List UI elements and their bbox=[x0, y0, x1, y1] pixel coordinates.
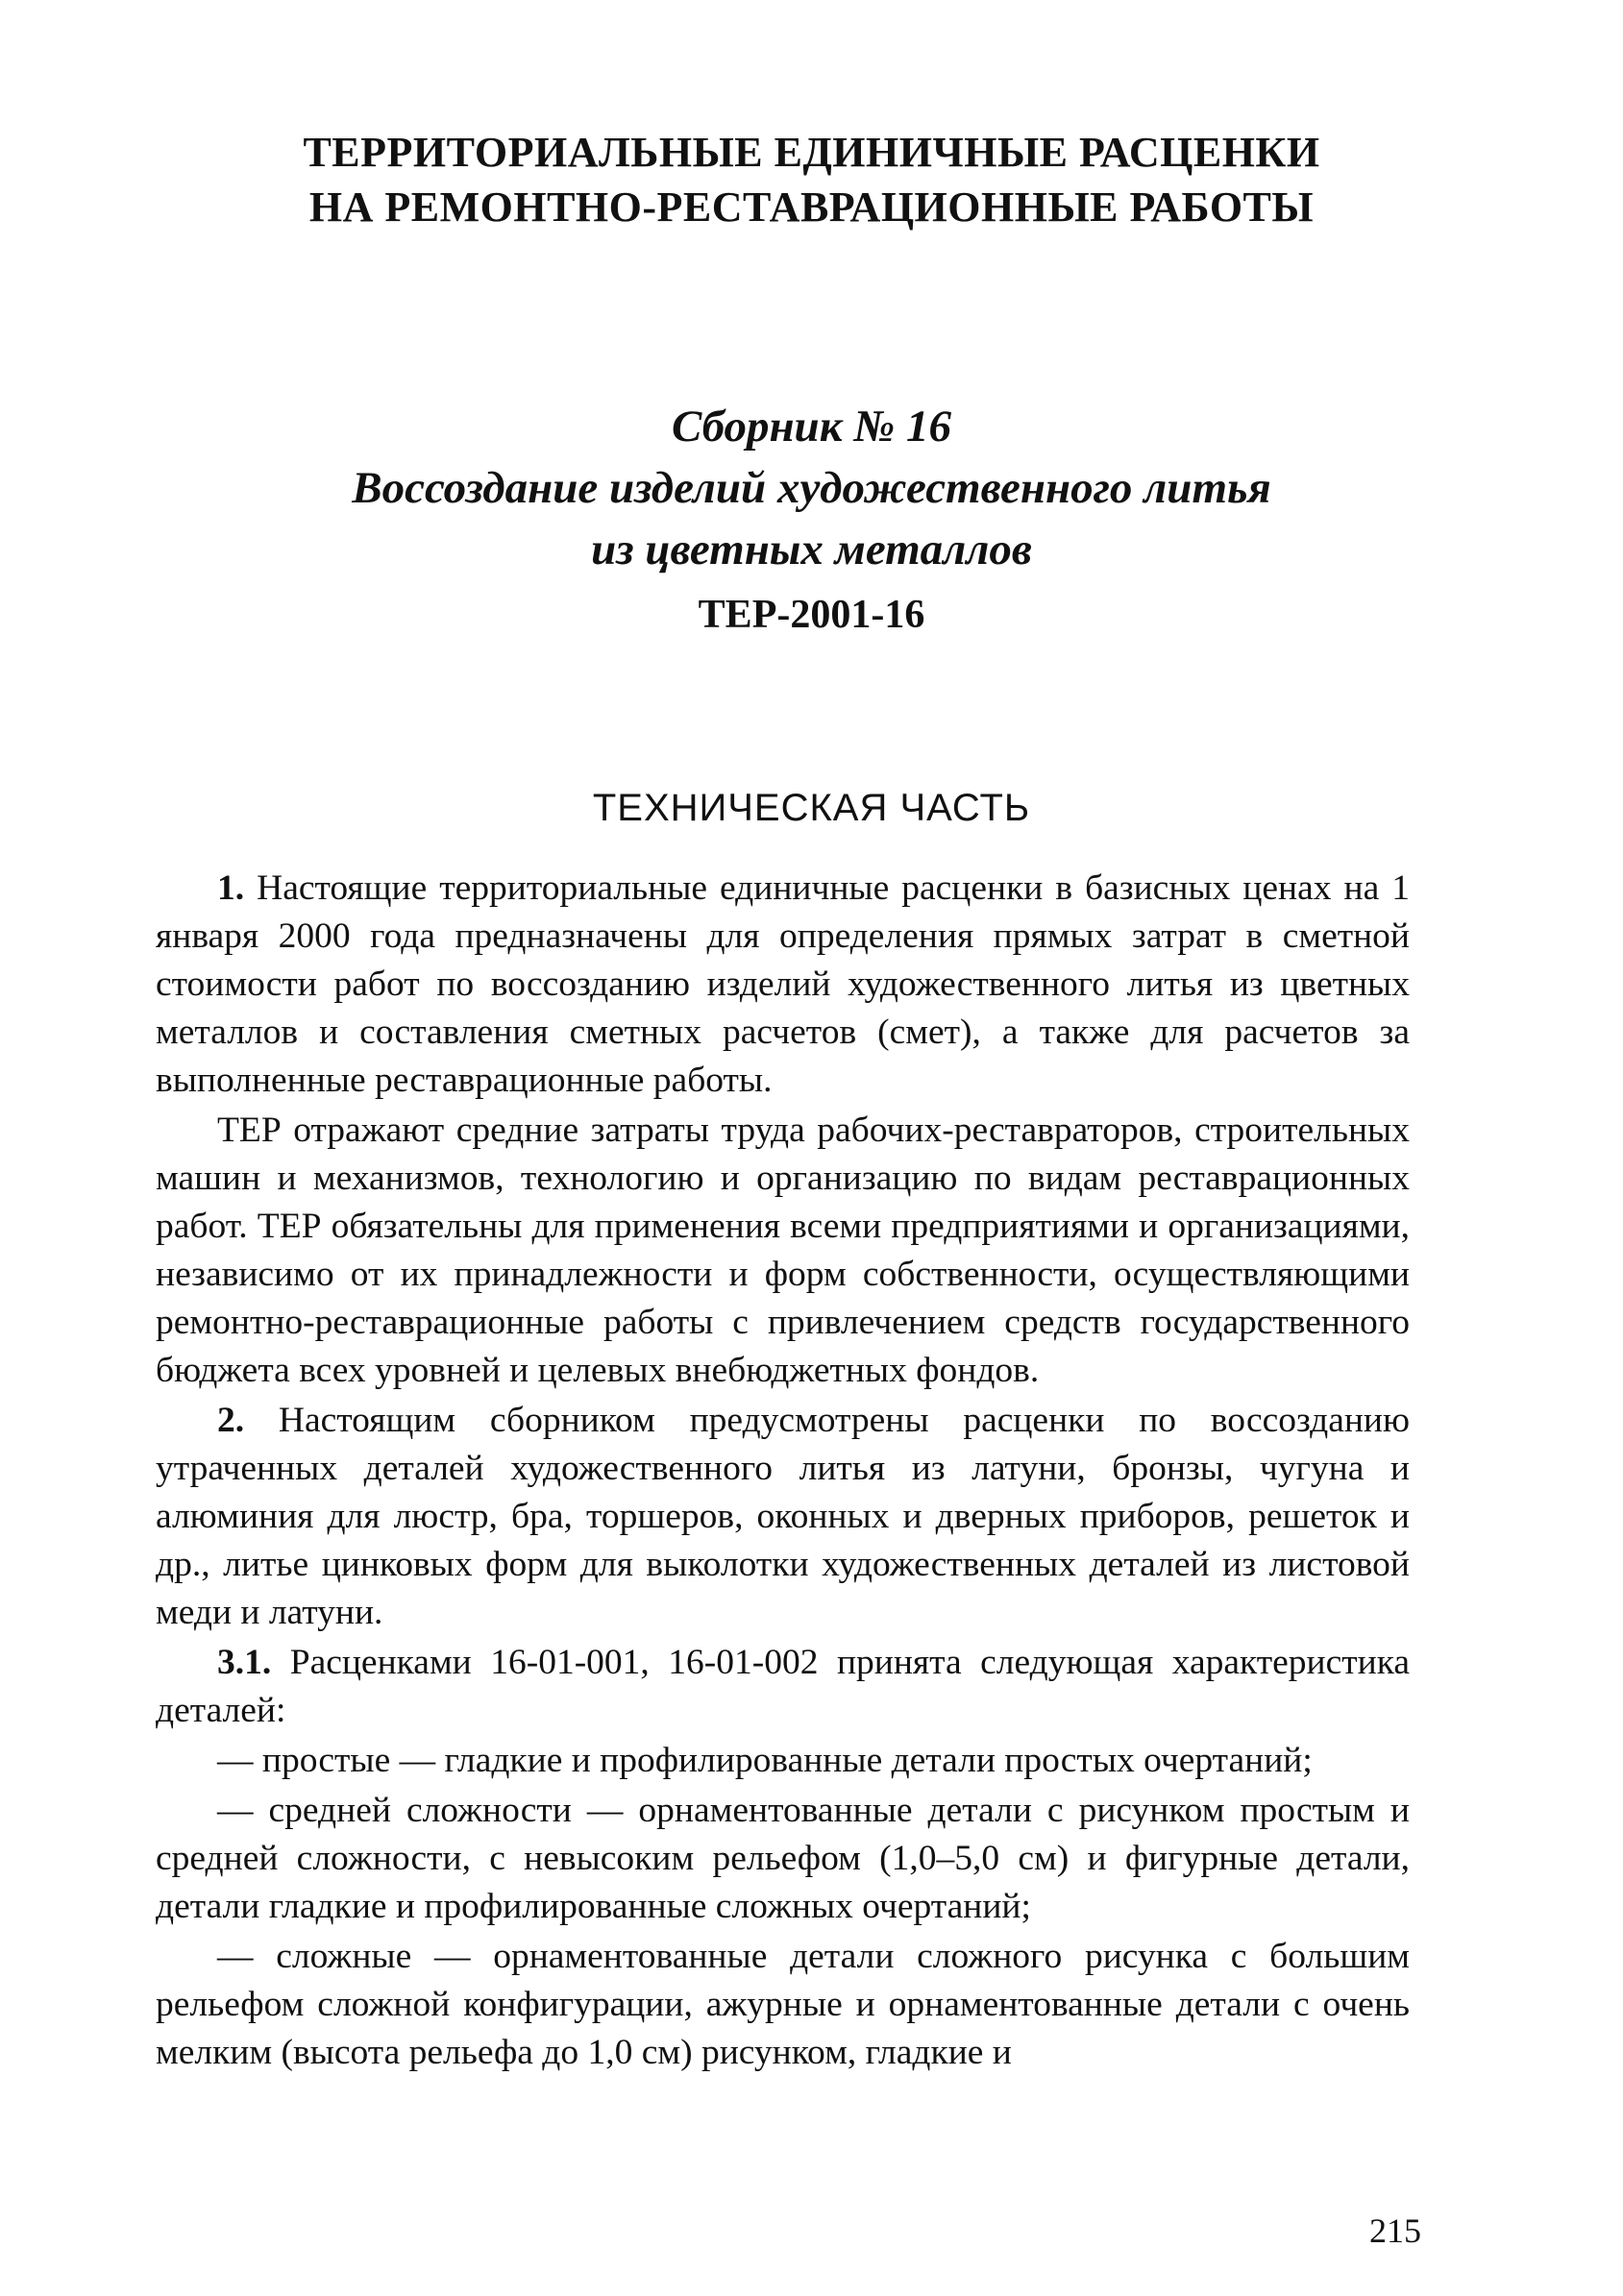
collection-name-line-2: из цветных металлов bbox=[591, 525, 1032, 574]
paragraph-text: Расценками 16-01-001, 16-01-002 принята следующая характеристика деталей: bbox=[156, 1643, 1410, 1730]
page-number: 215 bbox=[1369, 2211, 1421, 2250]
paragraph-text: ТЕР отражают средние затраты труда рабочих-реставраторов, строительных машин и механизмов, технологию и организацию по видам реставрационных работ. ТЕР обязательны для применения всеми предприятиями и организациями, независимо от их принадлежности и форм собственности, осуществляющими ремонтно-реставрационные работы с привлечением средств государственного бюджета всех уровней и целевых внебюджетных фондов. bbox=[156, 1111, 1410, 1390]
paragraph bbox=[156, 1933, 1410, 2077]
paragraph-text: — сложные — орнаментованные детали сложного рисунка с большим рельефом сложной конфигурации, ажурные и орнаментованные детали с очень мелким (высота рельефа до 1,0 см) рисунком, гладкие и bbox=[156, 1937, 1410, 2072]
collection-number: Сборник № 16 bbox=[671, 402, 952, 452]
paragraph bbox=[156, 865, 1410, 1105]
paragraph bbox=[156, 1107, 1410, 1395]
paragraph bbox=[156, 1787, 1410, 1931]
main-title bbox=[0, 125, 1623, 234]
paragraph-text: — средней сложности — орнаментованные детали с рисунком простым и средней сложности, с невысоким рельефом (1,0–5,0 см) и фигурные детали, детали гладкие и профилированные сложных очертаний; bbox=[156, 1791, 1410, 1926]
paragraph-number: 2. bbox=[217, 1401, 245, 1440]
collection-name-line-1: Воссоздание изделий художественного литья bbox=[352, 463, 1271, 513]
body-text bbox=[156, 865, 1410, 2079]
paragraph-text: Настоящим сборником предусмотрены расценки по воссозданию утраченных деталей художественного литья из латуни, бронзы, чугуна и алюминия для люстр, бра, торшеров, оконных и дверных приборов, решеток и др., литье цинковых форм для выколотки художественных деталей из листовой меди и латуни. bbox=[156, 1401, 1410, 1632]
paragraph bbox=[156, 1397, 1410, 1637]
paragraph-text: Настоящие территориальные единичные расценки в базисных ценах на 1 января 2000 года предназначены для определения прямых затрат в сметной стоимости работ по воссозданию изделий художественного литья из цветных металлов и составления сметных расчетов (смет), а также для расчетов за выполненные реставрационные работы. bbox=[156, 868, 1410, 1100]
paragraph bbox=[156, 1737, 1410, 1785]
main-title-line-2: НА РЕМОНТНО-РЕСТАВРАЦИОННЫЕ РАБОТЫ bbox=[308, 183, 1315, 231]
paragraph bbox=[156, 1639, 1410, 1735]
collection-code: ТЕР-2001-16 bbox=[698, 593, 925, 637]
paragraph-text: — простые — гладкие и профилированные детали простых очертаний; bbox=[217, 1741, 1313, 1780]
paragraph-number: 1. bbox=[217, 868, 245, 908]
section-title: ТЕХНИЧЕСКАЯ ЧАСТЬ bbox=[592, 787, 1031, 829]
paragraph-number: 3.1. bbox=[217, 1643, 272, 1682]
collection-heading bbox=[0, 396, 1623, 580]
main-title-line-1: ТЕРРИТОРИАЛЬНЫЕ ЕДИНИЧНЫЕ РАСЦЕНКИ bbox=[303, 129, 1320, 176]
